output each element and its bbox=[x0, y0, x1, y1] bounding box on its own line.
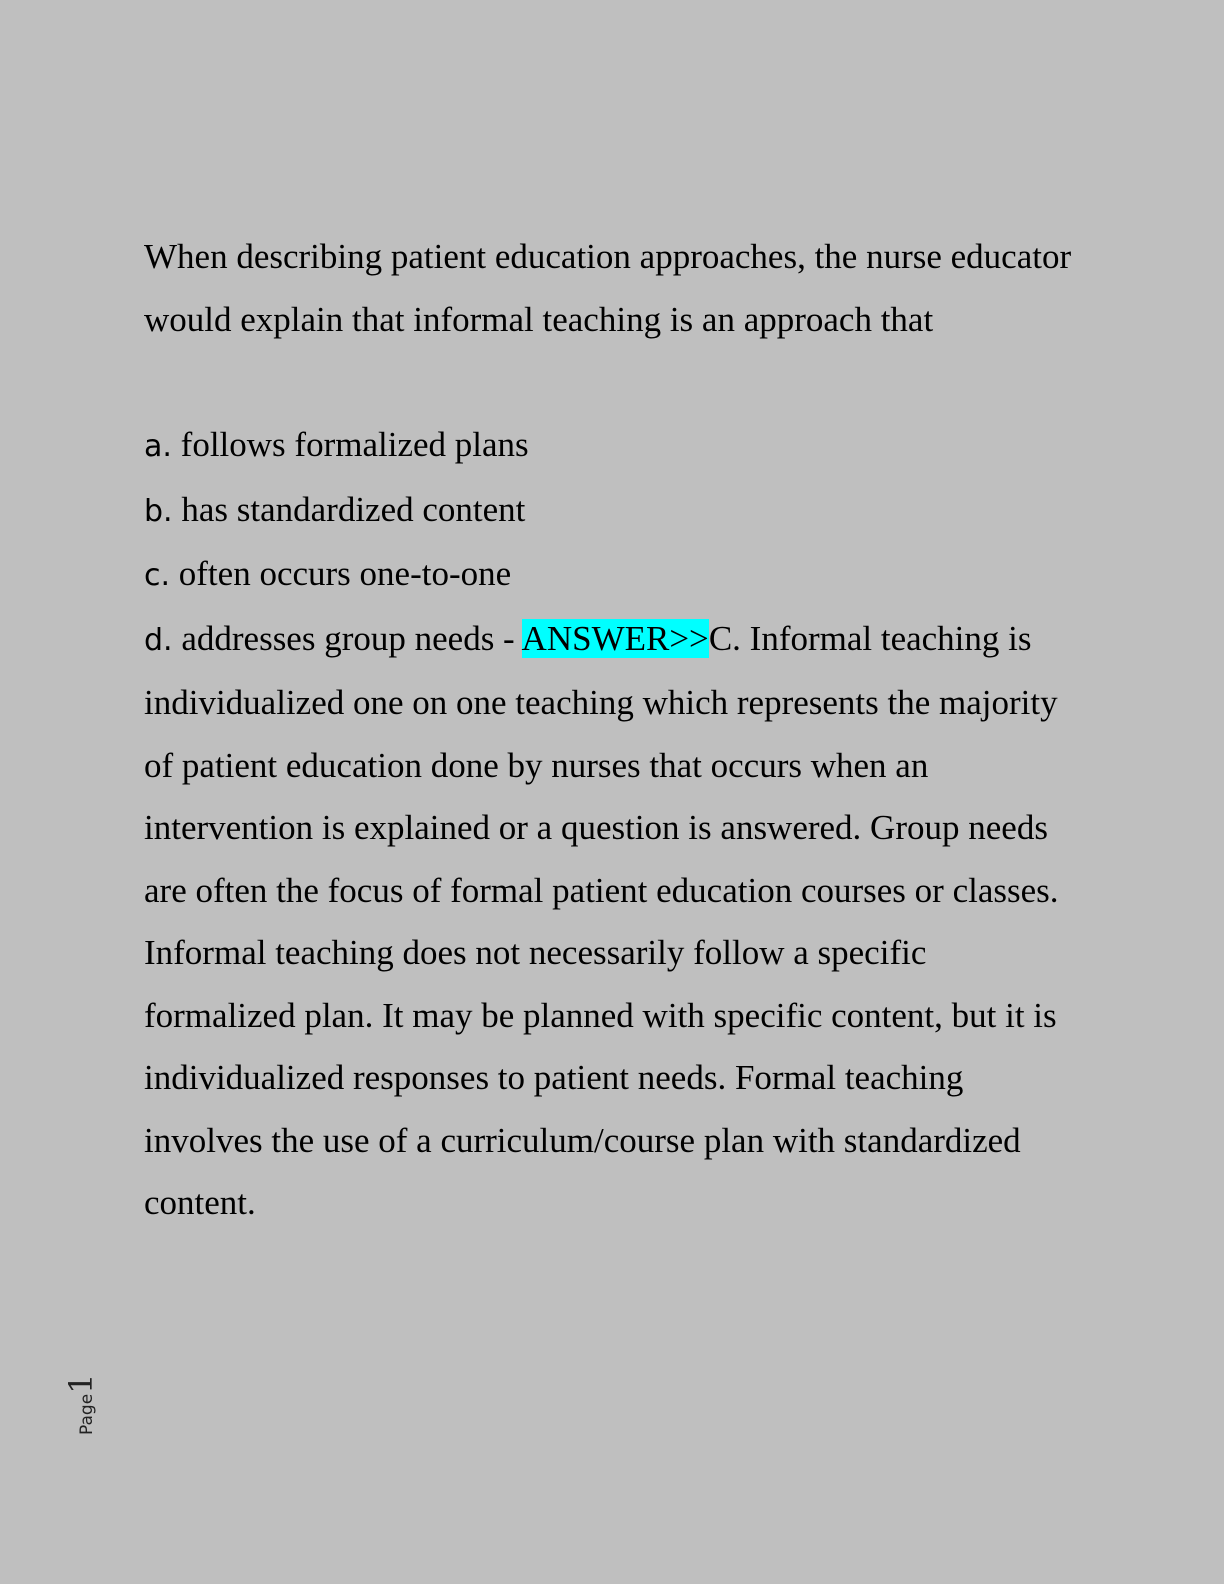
option-b-letter: b. bbox=[144, 493, 173, 529]
answer-marker: ANSWER>> bbox=[521, 618, 709, 658]
option-b-text: has standardized content bbox=[172, 489, 526, 529]
spacer bbox=[144, 351, 1074, 414]
page-number-footer bbox=[62, 1365, 106, 1435]
option-c bbox=[144, 543, 1074, 608]
page-label: Page bbox=[77, 1393, 97, 1435]
option-c-text: often occurs one-to-one bbox=[170, 554, 512, 593]
option-d-letter: d. bbox=[144, 622, 173, 658]
answer-explanation: C. Informal teaching is individualized one on one teaching which represents the majority of patient education done by nurses that occurs when an intervention is explained or a question is answered. Group needs are often the focus of formal patient education courses or classes. Informal teaching does not necessarily follow a specific formalized plan. It may be planned with specific content, but it is individualized responses to patient needs. Formal teaching involves the use of a curriculum/course plan with standardized content. bbox=[144, 618, 1059, 1222]
option-b bbox=[144, 479, 1074, 544]
question-block bbox=[144, 226, 1074, 1235]
option-a bbox=[144, 414, 1074, 479]
option-d bbox=[144, 608, 1074, 1235]
page-number: 1 bbox=[62, 1373, 100, 1394]
page-number-rotated bbox=[62, 1373, 100, 1435]
question-text: When describing patient education approaches, the nurse educator would explain that informal teaching is an approach that bbox=[144, 237, 1072, 339]
option-d-text: addresses group needs - bbox=[172, 618, 522, 658]
option-a-letter: a. bbox=[144, 429, 172, 464]
option-c-letter: c. bbox=[144, 558, 171, 593]
option-a-text: follows formalized plans bbox=[171, 425, 529, 464]
